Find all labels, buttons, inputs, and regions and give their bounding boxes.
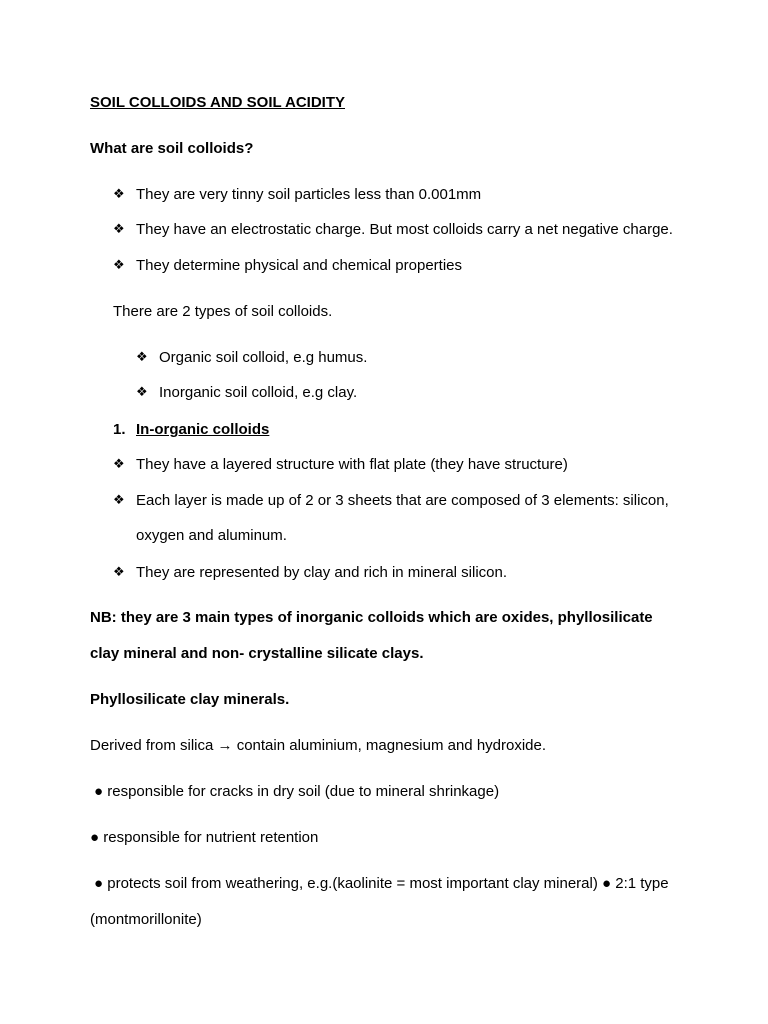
list-item: They are represented by clay and rich in mineral silicon.	[136, 564, 508, 581]
diamond-bullet-icon: ❖	[113, 457, 125, 472]
list-item: Inorganic soil colloid, e.g clay.	[159, 384, 358, 401]
dot-list-item-continuation: (montmorillonite)	[90, 911, 202, 928]
document-title: SOIL COLLOIDS AND SOIL ACIDITY	[90, 94, 346, 111]
list-item: Each layer is made up of 2 or 3 sheets that are composed of 3 elements: silicon,	[136, 492, 669, 509]
dot-list-item: ● responsible for cracks in dry soil (due to mineral shrinkage)	[94, 783, 500, 800]
diamond-bullet-icon: ❖	[136, 385, 148, 400]
subsection-heading: Phyllosilicate clay minerals.	[90, 691, 290, 708]
list-item: They are very tinny soil particles less than 0.001mm	[136, 186, 482, 203]
diamond-bullet-icon: ❖	[113, 222, 125, 237]
diamond-bullet-icon: ❖	[113, 565, 125, 580]
list-item: They have a layered structure with flat plate (they have structure)	[136, 456, 568, 473]
list-item: Organic soil colloid, e.g humus.	[159, 349, 368, 366]
section-heading: In-organic colloids	[136, 421, 270, 438]
nb-note-continuation: clay mineral and non- crystalline silicate clays.	[90, 645, 424, 662]
dot-list-item: ● protects soil from weathering, e.g.(kaolinite = most important clay mineral) ● 2:1 type	[94, 875, 669, 892]
question-heading: What are soil colloids?	[90, 140, 254, 157]
nb-note: NB: they are 3 main types of inorganic colloids which are oxides, phyllosilicate	[90, 609, 653, 626]
diamond-bullet-icon: ❖	[113, 493, 125, 508]
diamond-bullet-icon: ❖	[136, 350, 148, 365]
section-number: 1.	[113, 421, 126, 438]
list-item-continuation: oxygen and aluminum.	[136, 527, 287, 544]
list-item: They have an electrostatic charge. But most colloids carry a net negative charge.	[136, 221, 673, 238]
types-intro: There are 2 types of soil colloids.	[113, 303, 333, 320]
diamond-bullet-icon: ❖	[113, 187, 125, 202]
dot-list-item: ● responsible for nutrient retention	[90, 829, 319, 846]
diamond-bullet-icon: ❖	[113, 258, 125, 273]
list-item: They determine physical and chemical properties	[136, 257, 462, 274]
paragraph: Derived from silica → contain aluminium, magnesium and hydroxide.	[90, 737, 547, 754]
